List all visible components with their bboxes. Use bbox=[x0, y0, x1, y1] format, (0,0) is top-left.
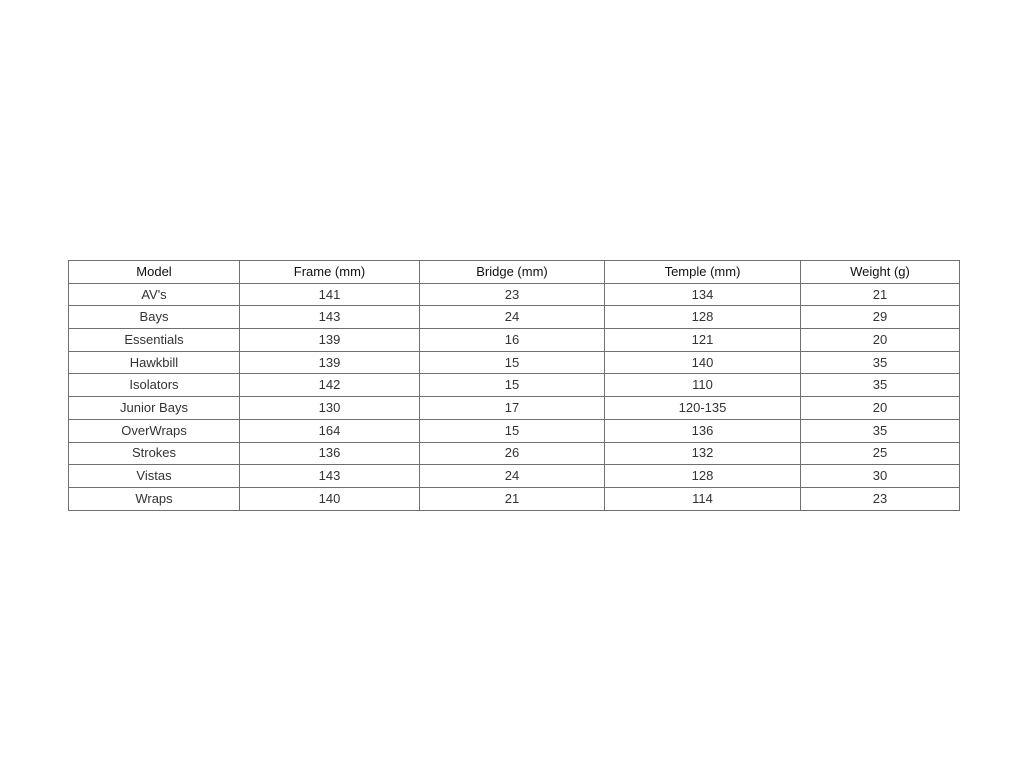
cell-frame: 164 bbox=[240, 419, 420, 442]
cell-frame: 139 bbox=[240, 329, 420, 352]
cell-model: Vistas bbox=[69, 465, 240, 488]
cell-weight: 25 bbox=[801, 442, 960, 465]
frame-size-table bbox=[68, 260, 960, 511]
table-row bbox=[69, 283, 960, 306]
cell-frame: 139 bbox=[240, 351, 420, 374]
table-row bbox=[69, 306, 960, 329]
cell-weight: 35 bbox=[801, 419, 960, 442]
cell-frame: 143 bbox=[240, 465, 420, 488]
cell-weight: 35 bbox=[801, 374, 960, 397]
cell-frame: 143 bbox=[240, 306, 420, 329]
table-row bbox=[69, 465, 960, 488]
cell-bridge: 15 bbox=[420, 351, 605, 374]
cell-bridge: 21 bbox=[420, 487, 605, 510]
cell-model: Wraps bbox=[69, 487, 240, 510]
table-row bbox=[69, 351, 960, 374]
cell-bridge: 24 bbox=[420, 306, 605, 329]
cell-bridge: 23 bbox=[420, 283, 605, 306]
table-row bbox=[69, 419, 960, 442]
cell-temple: 120-135 bbox=[605, 397, 801, 420]
cell-bridge: 26 bbox=[420, 442, 605, 465]
table-row bbox=[69, 397, 960, 420]
cell-bridge: 17 bbox=[420, 397, 605, 420]
cell-temple: 110 bbox=[605, 374, 801, 397]
cell-bridge: 15 bbox=[420, 419, 605, 442]
cell-weight: 30 bbox=[801, 465, 960, 488]
cell-model: AV's bbox=[69, 283, 240, 306]
header-temple: Temple (mm) bbox=[605, 261, 801, 284]
table-row bbox=[69, 442, 960, 465]
cell-temple: 134 bbox=[605, 283, 801, 306]
table-row bbox=[69, 329, 960, 352]
table-row bbox=[69, 487, 960, 510]
cell-frame: 141 bbox=[240, 283, 420, 306]
cell-weight: 23 bbox=[801, 487, 960, 510]
cell-frame: 140 bbox=[240, 487, 420, 510]
cell-weight: 21 bbox=[801, 283, 960, 306]
header-bridge: Bridge (mm) bbox=[420, 261, 605, 284]
header-model: Model bbox=[69, 261, 240, 284]
cell-temple: 128 bbox=[605, 306, 801, 329]
cell-model: Isolators bbox=[69, 374, 240, 397]
cell-model: Essentials bbox=[69, 329, 240, 352]
table-row bbox=[69, 374, 960, 397]
cell-temple: 114 bbox=[605, 487, 801, 510]
cell-model: OverWraps bbox=[69, 419, 240, 442]
header-weight: Weight (g) bbox=[801, 261, 960, 284]
cell-temple: 136 bbox=[605, 419, 801, 442]
cell-weight: 20 bbox=[801, 397, 960, 420]
cell-weight: 29 bbox=[801, 306, 960, 329]
cell-bridge: 16 bbox=[420, 329, 605, 352]
cell-weight: 35 bbox=[801, 351, 960, 374]
table-header-row bbox=[69, 261, 960, 284]
cell-model: Bays bbox=[69, 306, 240, 329]
cell-temple: 140 bbox=[605, 351, 801, 374]
cell-temple: 128 bbox=[605, 465, 801, 488]
cell-frame: 142 bbox=[240, 374, 420, 397]
cell-weight: 20 bbox=[801, 329, 960, 352]
cell-model: Hawkbill bbox=[69, 351, 240, 374]
header-frame: Frame (mm) bbox=[240, 261, 420, 284]
cell-temple: 132 bbox=[605, 442, 801, 465]
cell-frame: 130 bbox=[240, 397, 420, 420]
cell-frame: 136 bbox=[240, 442, 420, 465]
cell-bridge: 24 bbox=[420, 465, 605, 488]
cell-model: Junior Bays bbox=[69, 397, 240, 420]
cell-temple: 121 bbox=[605, 329, 801, 352]
cell-bridge: 15 bbox=[420, 374, 605, 397]
cell-model: Strokes bbox=[69, 442, 240, 465]
